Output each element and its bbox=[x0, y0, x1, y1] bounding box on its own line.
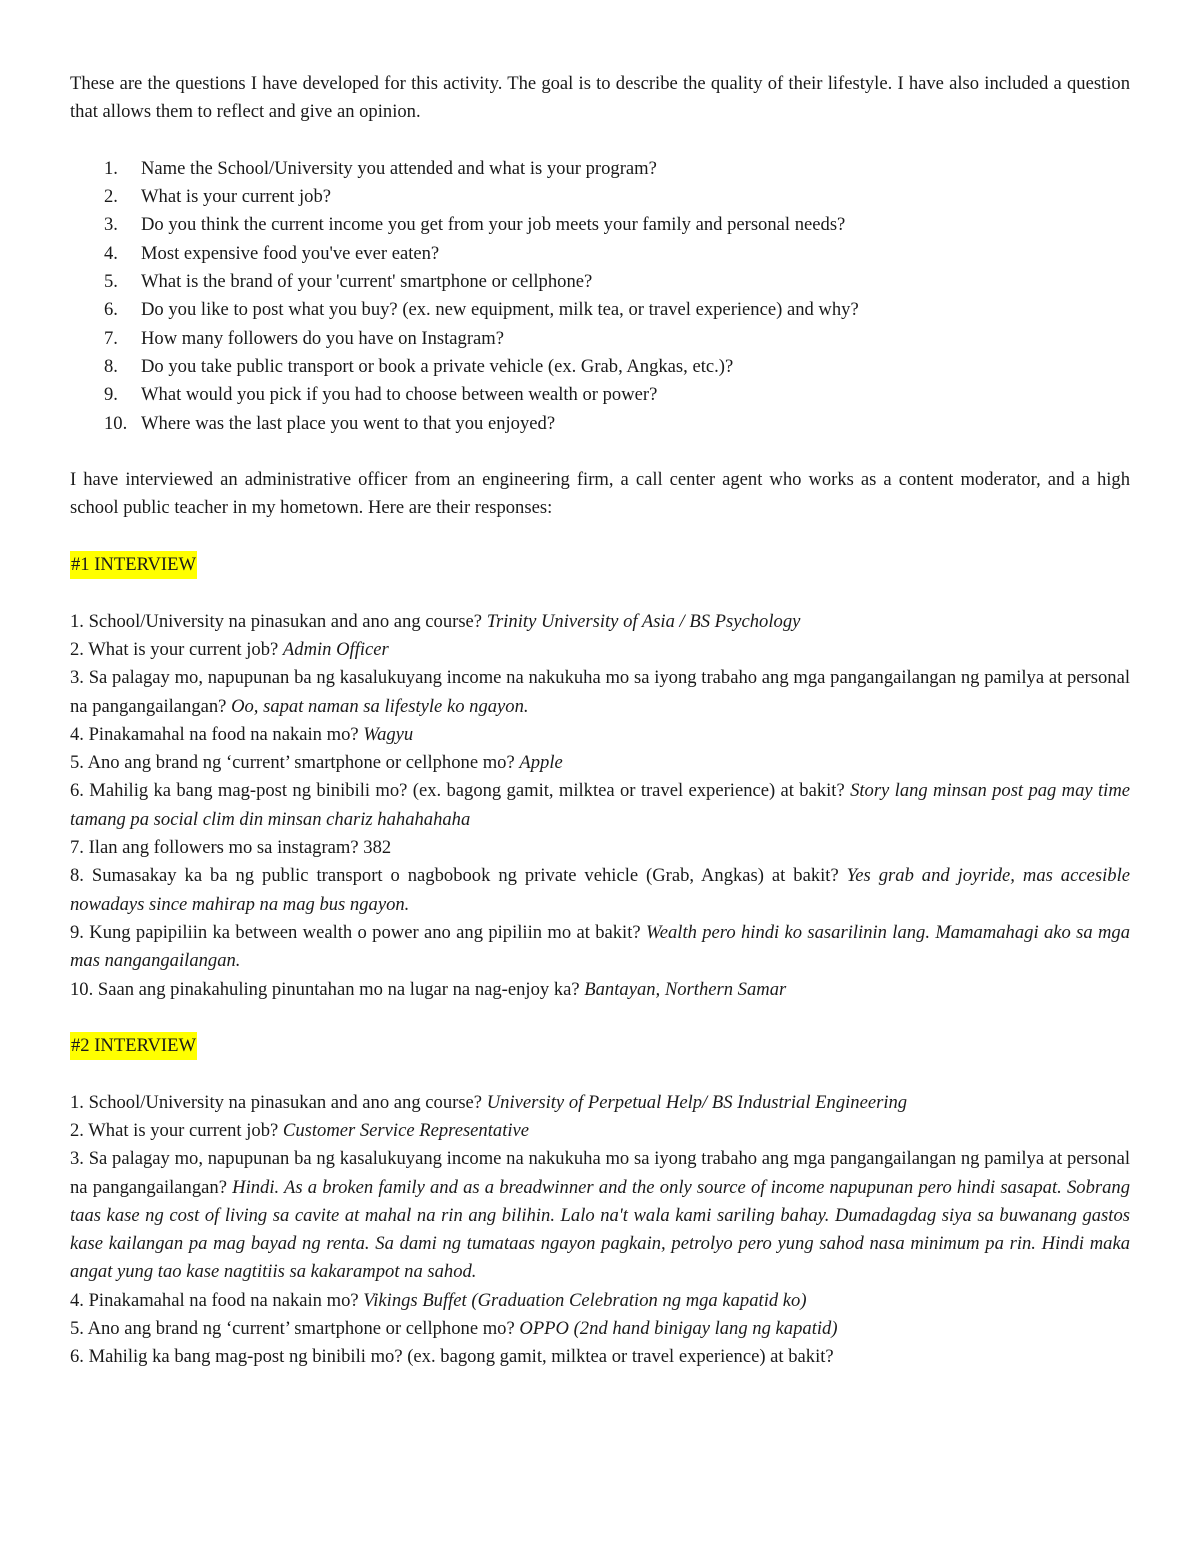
interview-1-item-7 bbox=[70, 834, 1130, 862]
interview-1-item-8 bbox=[70, 862, 1130, 919]
question-text: 6. Mahilig ka bang mag-post ng binibili mo? (ex. bagong gamit, milktea or travel experience) at bakit? bbox=[70, 780, 851, 802]
interview-2-item-4 bbox=[70, 1287, 1130, 1315]
question-item bbox=[70, 268, 1130, 296]
question-text: Do you like to post what you buy? (ex. new equipment, milk tea, or travel experience) and why? bbox=[141, 299, 859, 321]
question-text: How many followers do you have on Instagram? bbox=[141, 327, 505, 349]
question-number: 9. bbox=[104, 384, 118, 406]
interview-1-item-4 bbox=[70, 721, 1130, 749]
intro-paragraph: These are the questions I have developed for this activity. The goal is to describe the quality of their lifestyle. I have also included a question that allows them to reflect and give an opinion. bbox=[70, 73, 1130, 123]
question-text: 5. Ano ang brand ng ‘current’ smartphone or cellphone mo? bbox=[70, 1318, 520, 1340]
question-text: 6. Mahilig ka bang mag-post ng binibili mo? (ex. bagong gamit, milktea or travel experience) at bakit? bbox=[70, 1346, 834, 1368]
interview-1-item-1 bbox=[70, 608, 1130, 636]
question-text: 2. What is your current job? bbox=[70, 1119, 283, 1141]
question-number: 3. bbox=[104, 214, 118, 236]
answer-text: Story lang minsan post pag may time tamang pa social clim din minsan chariz hahahahaha bbox=[70, 780, 1130, 830]
interview-1-item-9 bbox=[70, 919, 1130, 976]
question-item bbox=[70, 381, 1130, 409]
question-item bbox=[70, 155, 1130, 183]
answer-text: Trinity University of Asia / BS Psychology bbox=[486, 610, 801, 632]
question-text: 2. What is your current job? bbox=[70, 638, 283, 660]
answer-text: Wagyu bbox=[363, 723, 414, 745]
interview-1-item-3 bbox=[70, 664, 1130, 721]
transition-paragraph: I have interviewed an administrative officer from an engineering firm, a call center agent who works as a content moderator, and a high school public teacher in my hometown. Here are their responses: bbox=[70, 469, 1130, 519]
spacer bbox=[70, 1060, 1130, 1088]
question-number: 1. bbox=[104, 157, 118, 179]
answer-text: Admin Officer bbox=[282, 638, 389, 660]
question-item bbox=[70, 296, 1130, 324]
question-text: 4. Pinakamahal na food na nakain mo? bbox=[70, 1289, 364, 1311]
question-text: 8. Sumasakay ka ba ng public transport o nagbobook ng private vehicle (Grab, Angkas) at bakit? bbox=[70, 865, 847, 887]
answer-text: Hindi. As a broken family and as a breadwinner and the only source of income napupunan pero hindi sasapat. Sobrang taas kase ng cost of living sa cavite at mahal na rin ang bilihin. Lalo na't wala kami sariling bahay. Dumadagdag siya sa buwanang gastos kase kailangan pa mag bayad ng renta. Sa dami ng tumataas ngayon pagkain, petrolyo pero yung sahod nasa minimum pa rin. Hindi maka angat yung tao kase nagtitiis sa kakarampot na sahod. bbox=[70, 1176, 1130, 1283]
interview-1-item-2 bbox=[70, 636, 1130, 664]
question-item bbox=[70, 410, 1130, 438]
interview-2-item-6 bbox=[70, 1343, 1130, 1371]
interview-1-item-10 bbox=[70, 976, 1130, 1004]
question-text: Do you take public transport or book a private vehicle (ex. Grab, Angkas, etc.)? bbox=[141, 355, 734, 377]
question-text: 3. Sa palagay mo, napupunan ba ng kasalukuyang income na nakukuha mo sa iyong trabaho ang mga pangangailangan ng pamilya at personal na pangangailangan? bbox=[70, 667, 1130, 717]
question-text: Name the School/University you attended and what is your program? bbox=[141, 157, 657, 179]
interview-2-heading-line bbox=[70, 1032, 1130, 1060]
answer-text: Yes grab and joyride, mas accesible nowadays since mahirap na mag bus ngayon. bbox=[70, 865, 1130, 915]
question-text: Most expensive food you've ever eaten? bbox=[141, 242, 440, 264]
question-item bbox=[70, 211, 1130, 239]
interview-1-heading-line bbox=[70, 551, 1130, 579]
question-text: What is your current job? bbox=[141, 186, 332, 208]
question-text: 4. Pinakamahal na food na nakain mo? bbox=[70, 723, 364, 745]
interview-2-heading: #2 INTERVIEW bbox=[70, 1032, 197, 1060]
question-text: What is the brand of your 'current' smartphone or cellphone? bbox=[141, 271, 593, 293]
answer-text: Wealth pero hindi ko sasarilinin lang. Mamamahagi ako sa mga mas nangangailangan. bbox=[70, 921, 1130, 972]
answer-text: Bantayan, Northern Samar bbox=[584, 978, 787, 1000]
answer-text: Oo, sapat naman sa lifestyle ko ngayon. bbox=[231, 695, 529, 717]
question-text: Do you think the current income you get from your job meets your family and personal needs? bbox=[141, 214, 846, 236]
question-text: 10. Saan ang pinakahuling pinuntahan mo na lugar na nag-enjoy ka? bbox=[70, 978, 585, 1000]
interview-1-item-6 bbox=[70, 777, 1130, 834]
question-number: 4. bbox=[104, 242, 118, 264]
question-number: 10. bbox=[104, 412, 128, 434]
interview-2-item-2 bbox=[70, 1117, 1130, 1145]
interview-2-item-5 bbox=[70, 1315, 1130, 1343]
interview-1-item-5 bbox=[70, 749, 1130, 777]
question-text: 1. School/University na pinasukan and ano ang course? bbox=[70, 610, 487, 632]
spacer bbox=[70, 127, 1130, 155]
question-text: 1. School/University na pinasukan and ano ang course? bbox=[70, 1091, 487, 1113]
question-list bbox=[70, 155, 1130, 438]
answer-text: University of Perpetual Help/ BS Industrial Engineering bbox=[486, 1091, 908, 1113]
question-text: Where was the last place you went to that you enjoyed? bbox=[141, 412, 556, 434]
question-number: 5. bbox=[104, 271, 118, 293]
question-number: 8. bbox=[104, 355, 118, 377]
interview-1-heading: #1 INTERVIEW bbox=[70, 551, 197, 579]
answer-text: Customer Service Representative bbox=[282, 1119, 530, 1141]
question-item bbox=[70, 183, 1130, 211]
question-number: 6. bbox=[104, 299, 118, 321]
interview-2-item-3 bbox=[70, 1145, 1130, 1286]
answer-text: Vikings Buffet (Graduation Celebration ng mga kapatid ko) bbox=[363, 1289, 807, 1311]
spacer bbox=[70, 438, 1130, 466]
question-item bbox=[70, 325, 1130, 353]
question-item bbox=[70, 240, 1130, 268]
spacer bbox=[70, 1004, 1130, 1032]
answer-text: OPPO (2nd hand binigay lang ng kapatid) bbox=[519, 1318, 838, 1340]
interview-2-item-1 bbox=[70, 1089, 1130, 1117]
question-text: 5. Ano ang brand ng ‘current’ smartphone or cellphone mo? bbox=[70, 752, 520, 774]
question-number: 2. bbox=[104, 186, 118, 208]
spacer bbox=[70, 523, 1130, 551]
spacer bbox=[70, 579, 1130, 607]
question-item bbox=[70, 353, 1130, 381]
question-text: 9. Kung papipiliin ka between wealth o power ano ang pipiliin mo at bakit? bbox=[70, 921, 646, 943]
answer-text: Apple bbox=[519, 752, 563, 774]
question-text: 7. Ilan ang followers mo sa instagram? 382 bbox=[70, 837, 392, 859]
question-text: What would you pick if you had to choose between wealth or power? bbox=[141, 384, 658, 406]
question-number: 7. bbox=[104, 327, 118, 349]
question-text: 3. Sa palagay mo, napupunan ba ng kasalukuyang income na nakukuha mo sa iyong trabaho ang mga pangangailangan ng pamilya at personal na pangangailangan? bbox=[70, 1148, 1130, 1198]
